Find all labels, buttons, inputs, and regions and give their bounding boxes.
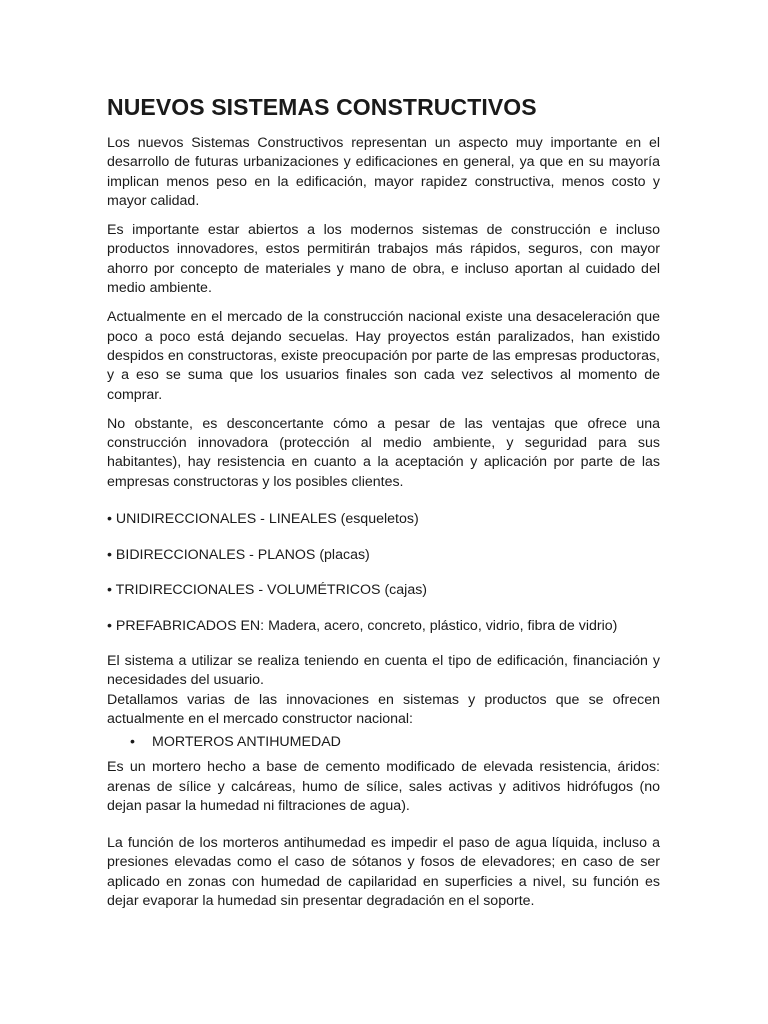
innovations-paragraph: Detallamos varias de las innovaciones en sistemas y productos que se ofrecen actualmente en el mercado constructor nacional: [107, 691, 660, 727]
products-list [107, 733, 660, 752]
intro-paragraph-4: No obstante, es desconcertante cómo a pesar de las ventajas que ofrece una construcción innovadora (protección al medio ambiente, y seguridad para sus habitantes), hay resistencia en cuanto a la aceptación y aplicación por parte de las empresas constructoras y los posibles clientes. [107, 415, 660, 490]
list-item: • PREFABRICADOS EN: Madera, acero, concreto, plástico, vidrio, fibra de vidrio) [107, 617, 618, 634]
document-page [107, 92, 660, 911]
bullet-icon: • [130, 734, 135, 751]
mortar-function-paragraph: La función de los morteros antihumedad es impedir el paso de agua líquida, incluso a presiones elevadas como el caso de sótanos y fosos de elevadores; en caso de ser aplicado en zonas con humedad de capilaridad en superficies a nivel, su función es dejar evaporar la humedad sin presentar degradación en el soporte. [107, 835, 660, 910]
selection-paragraph: El sistema a utilizar se realiza teniendo en cuenta el tipo de edificación, financiación y necesidades del usuario. [107, 653, 660, 689]
intro-paragraph-1: Los nuevos Sistemas Constructivos representan un aspecto muy importante en el desarrollo de futuras urbanizaciones y edificaciones en general, ya que en su mayoría implican menos peso en la edificación, mayor rapidez constructiva, menos costo y mayor calidad. [107, 135, 660, 209]
paragraph-spacer [107, 816, 660, 834]
intro-paragraph-3: Actualmente en el mercado de la construcción nacional existe una desaceleración que poco a poco está dejando secuelas. Hay proyectos están paralizados, han existido despidos en constructoras, existe preocupación por parte de las empresas productoras, y a eso se suma que los usuarios finales son cada vez selectivos al momento de comprar. [107, 309, 660, 403]
mortar-definition-paragraph: Es un mortero hecho a base de cemento modificado de elevada resistencia, áridos: arenas de sílice y calcáreas, humo de sílice, sales activas y aditivos hidrófugos (no dejan pasar la humedad ni filtraciones de agua). [107, 759, 660, 814]
system-types-list [107, 510, 660, 636]
list-item: • UNIDIRECCIONALES - LINEALES (esqueletos) [107, 511, 419, 528]
list-item: • TRIDIRECCIONALES - VOLUMÉTRICOS (cajas) [107, 582, 428, 599]
intro-paragraph-2: Es importante estar abiertos a los modernos sistemas de construcción e incluso productos innovadores, estos permitirán trabajos más rápidos, seguros, con mayor ahorro por concepto de materiales y mano de obra, e incluso aportan al cuidado del medio ambiente. [107, 222, 660, 297]
product-label: MORTEROS ANTIHUMEDAD [152, 734, 341, 751]
list-item [107, 733, 660, 752]
list-item: • BIDIRECCIONALES - PLANOS (placas) [107, 546, 370, 563]
document-title: NUEVOS SISTEMAS CONSTRUCTIVOS [107, 94, 537, 120]
